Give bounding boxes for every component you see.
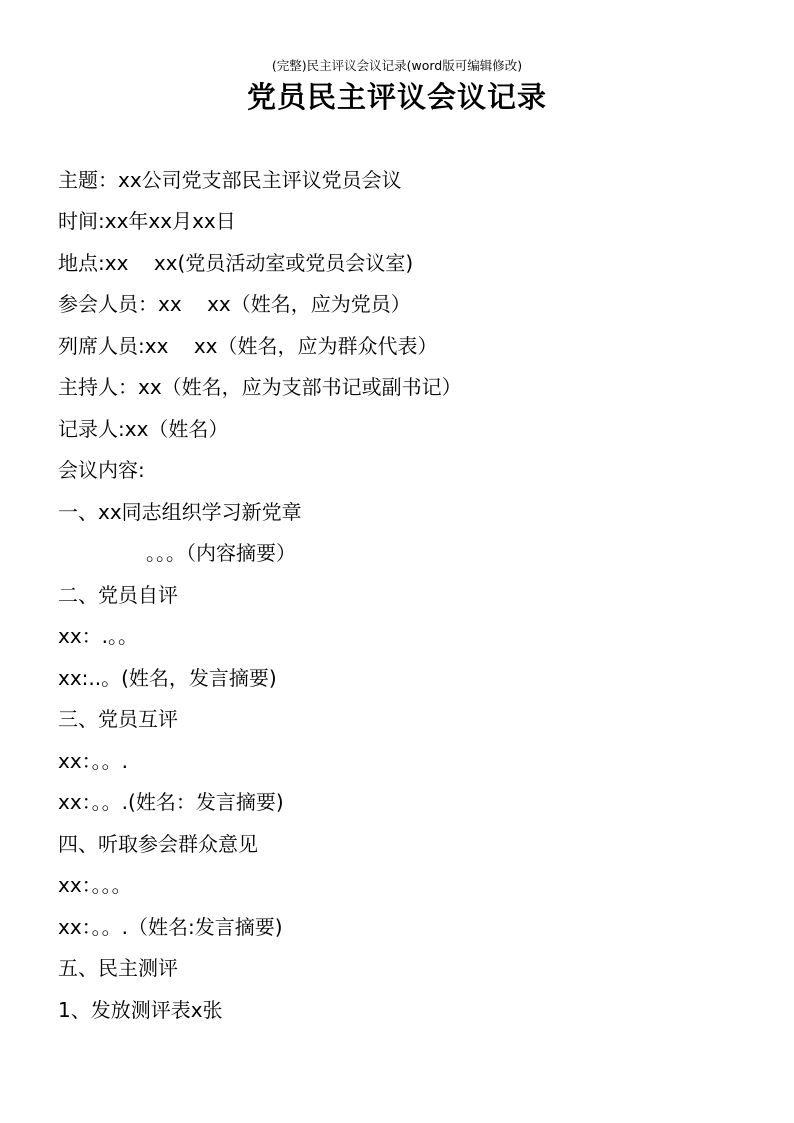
recorder: 记录人:xx（姓名） [58,417,229,441]
meeting-topic: 主题：xx公司党支部民主评议党员会议 [58,168,402,192]
speech-entry: xx：.。。 [58,624,139,648]
speech-entry: xx：。。.（姓名:发言摘要) [58,915,283,939]
meeting-content-label: 会议内容: [58,458,145,482]
host: 主持人：xx（姓名，应为支部书记或副书记） [58,375,462,399]
speech-entry: xx:..。(姓名，发言摘要) [58,666,277,690]
section-heading: 五、民主测评 [58,956,178,980]
section-heading: 三、党员互评 [58,707,178,731]
meeting-time: 时间:xx年xx月xx日 [58,209,236,233]
list-item: 1、发放测评表x张 [58,998,223,1022]
speech-entry: xx：。。.(姓名：发言摘要) [58,790,284,814]
section-heading: 一、xx同志组织学习新党章 [58,500,302,524]
content-summary: 。。。（内容摘要） [146,541,296,565]
section-heading: 二、党员自评 [58,583,178,607]
meeting-location: 地点:xx xx(党员活动室或党员会议室) [58,251,414,275]
section-heading: 四、听取参会群众意见 [58,832,258,856]
speech-entry: xx：。。。 [58,873,132,897]
speech-entry: xx：。。. [58,749,129,773]
observers: 列席人员:xx xx（姓名，应为群众代表） [58,334,438,358]
document-title: 党员民主评议会议记录 [246,80,547,114]
attendees: 参会人员：xx xx（姓名，应为党员） [58,292,411,316]
header-note: (完整)民主评议会议记录(word版可编辑修改) [271,58,523,73]
